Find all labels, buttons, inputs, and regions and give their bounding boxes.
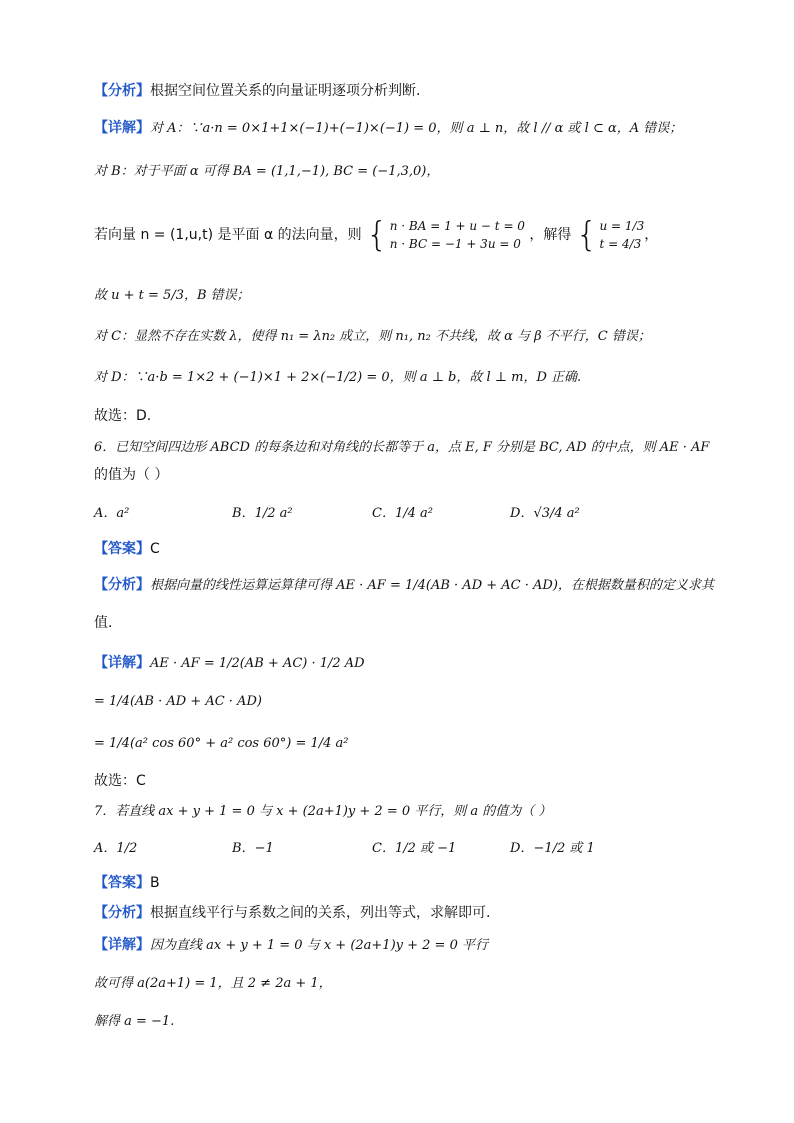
q7-analysis: 【分析】根据直线平行与系数之间的关系，列出等式，求解即可.	[94, 905, 491, 921]
q7-option-c: C．1/2 或 −1	[372, 841, 457, 856]
q7-step2: 解得 a = −1.	[94, 1014, 175, 1029]
solution-system: u = 1/3 t = 4/3	[599, 219, 645, 251]
q5-detail-a: 【详解】对 A：∵a·n = 0×1+1×(−1)+(−1)×(−1) = 0，则 a ⊥ n，故 l // α 或 l ⊂ α，A 错误；	[94, 120, 683, 136]
q6-option-b: B．1/2 a²	[232, 506, 293, 521]
q5-detail-b3: 故 u + t = 5/3，B 错误；	[94, 288, 250, 303]
analysis-tag: 【分析】	[94, 83, 150, 99]
q6-analysis: 【分析】根据向量的线性运算运算律可得 AE · AF = 1/4(AB · AD + AC · AD)，在根据数量积的定义求其	[94, 577, 714, 593]
answer-tag: 【答案】	[94, 875, 150, 891]
q7-stem: 7．若直线 ax + y + 1 = 0 与 x + (2a+1)y + 2 = 0 平行，则 a 的值为（ ）	[94, 804, 552, 819]
q6-detail-step3: = 1/4(a² cos 60° + a² cos 60°) = 1/4 a²	[94, 736, 349, 751]
q6-detail-step2: = 1/4(AB · AD + AC · AD)	[94, 694, 262, 709]
q6-detail: 【详解】AE · AF = 1/2(AB + AC) · 1/2 AD	[94, 655, 365, 671]
left-brace-icon: {	[366, 215, 388, 255]
left-brace-icon: {	[575, 215, 598, 255]
q6-option-c: C．1/4 a²	[372, 506, 433, 521]
equation-system: n · BA = 1 + u − t = 0 n · BC = −1 + 3u = 0	[389, 219, 525, 251]
detail-tag: 【详解】	[94, 655, 150, 671]
analysis-tag: 【分析】	[94, 577, 150, 593]
q6-choose: 故选：C	[94, 773, 146, 789]
q6-stem-cont: 的值为（ ）	[94, 467, 169, 483]
q5-detail-c: 对 C：显然不存在实数 λ，使得 n₁ = λn₂ 成立，则 n₁, n₂ 不共线，故 α 与 β 不平行，C 错误；	[94, 329, 651, 344]
q7-step1: 故可得 a(2a+1) = 1，且 2 ≠ 2a + 1，	[94, 976, 332, 991]
q7-option-b: B．−1	[232, 841, 274, 856]
q5-detail-b2: 若向量 n = (1,u,t) 是平面 α 的法向量，则 { n · BA = 1 + u − t = 0 n · BC = −1 + 3u = 0 ，解得 { u = 1/3 t = 4/3 ，	[94, 215, 659, 255]
q5-analysis: 【分析】根据空间位置关系的向量证明逐项分析判断.	[94, 83, 421, 99]
q6-analysis-cont: 值.	[94, 615, 113, 631]
q6-stem: 6．已知空间四边形 ABCD 的每条边和对角线的长都等于 a，点 E, F 分别是 BC, AD 的中点，则 AE · AF	[94, 440, 710, 455]
q5-detail-b1: 对 B：对于平面 α 可得 BA = (1,1,−1), BC = (−1,3,0)，	[94, 164, 440, 179]
detail-tag: 【详解】	[94, 120, 150, 136]
q7-detail: 【详解】因为直线 ax + y + 1 = 0 与 x + (2a+1)y + 2 = 0 平行	[94, 937, 488, 953]
q7-option-a: A．1/2	[94, 841, 138, 856]
q7-option-d: D．−1/2 或 1	[510, 841, 595, 856]
q6-option-d: D．√3/4 a²	[510, 506, 580, 521]
q6-option-a: A．a²	[94, 506, 130, 521]
q7-answer: 【答案】B	[94, 875, 160, 891]
analysis-tag: 【分析】	[94, 905, 150, 921]
q5-choose: 故选：D.	[94, 408, 152, 424]
detail-tag: 【详解】	[94, 937, 150, 953]
q6-answer: 【答案】C	[94, 541, 160, 557]
q5-detail-d: 对 D：∵a·b = 1×2 + (−1)×1 + 2×(−1/2) = 0，则 a ⊥ b，故 l ⊥ m，D 正确.	[94, 370, 582, 385]
answer-tag: 【答案】	[94, 541, 150, 557]
